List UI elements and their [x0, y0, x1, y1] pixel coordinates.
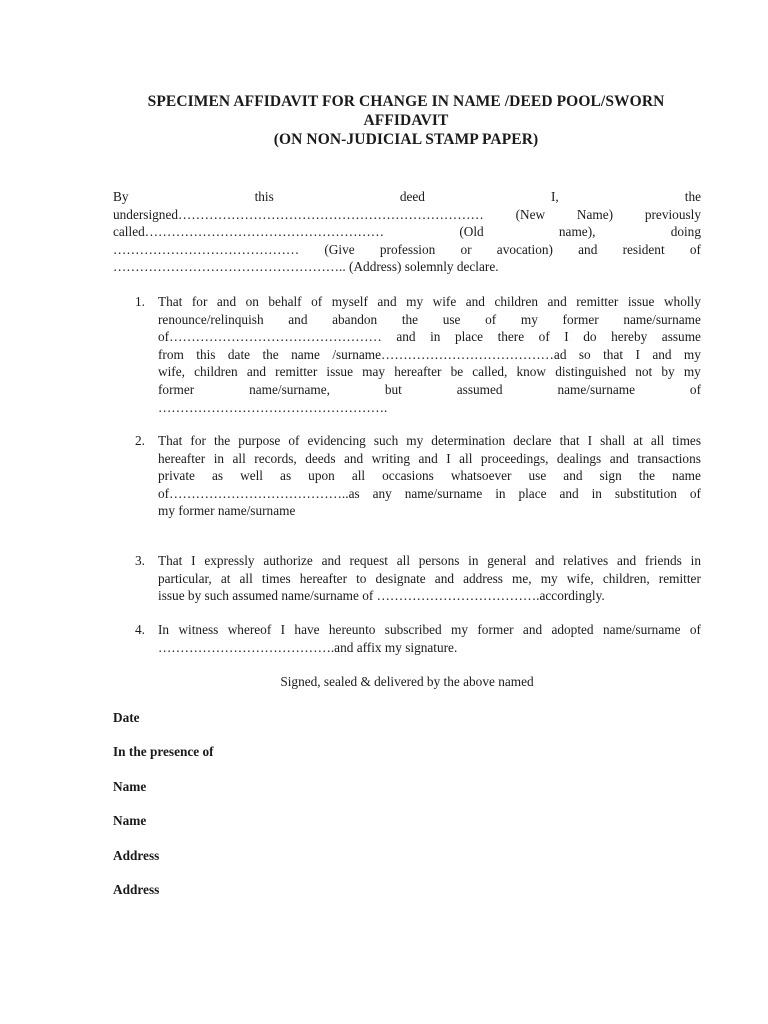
item-line: That for the purpose of evidencing such my determination declare that I shall at all times [158, 433, 701, 448]
document-title [100, 92, 712, 149]
item-line: ……………………………………………. [158, 399, 388, 415]
title-line-2: AFFIDAVIT [363, 112, 449, 129]
item-number: 4. [135, 622, 145, 637]
declaration-item [158, 552, 701, 605]
title-line-3: (ON NON-JUDICIAL STAMP PAPER) [273, 131, 539, 148]
title-line-1: SPECIMEN AFFIDAVIT FOR CHANGE IN NAME /DEED POOL/SWORN [147, 93, 665, 110]
item-line: of………………………………………… and in place there of I do hereby assume [158, 329, 701, 345]
witness-address-label: Address [113, 848, 160, 863]
witness-address-label: Address [113, 882, 160, 897]
item-line: my former name/surname [158, 503, 296, 519]
item-line: private as well as upon all occasions whatsoever use and sign the name [158, 468, 701, 484]
item-line: from this date the name /surname…………………………………ad so that I and my [158, 346, 701, 362]
intro-line: called……………………………………………… (Old name), doing [113, 224, 701, 240]
item-line: renounce/relinquish and abandon the use of my former name/surname [158, 311, 701, 327]
item-line: hereafter in all records, deeds and writing and I all proceedings, dealings and transactions [158, 450, 701, 466]
item-line: ………………………………….and affix my signature. [158, 639, 458, 655]
item-number: 3. [135, 553, 145, 568]
declaration-item [158, 621, 701, 656]
item-line: That I expressly authorize and request all persons in general and relatives and friends in [158, 553, 701, 568]
signed-statement: Signed, sealed & delivered by the above named [280, 674, 534, 689]
intro-paragraph [113, 188, 701, 276]
intro-line: undersigned…………………………………………………………… (New Name) previously [113, 206, 701, 222]
witness-name-label: Name [113, 813, 147, 828]
item-line: of…………………………………..as any name/surname in place and in substitution of [158, 485, 701, 501]
item-line: former name/surname, but assumed name/surname of [158, 381, 701, 397]
item-line: particular, at all times hereafter to designate and address me, my wife, children, remitter [158, 570, 701, 586]
witness-name-label: Name [113, 779, 147, 794]
item-line: That for and on behalf of myself and my wife and children and remitter issue wholly [158, 294, 701, 309]
intro-line: …………………………………………….. (Address) solemnly declare. [113, 259, 499, 275]
declaration-item [158, 432, 701, 520]
item-number: 1. [135, 294, 145, 309]
item-line: issue by such assumed name/surname of ……………………………….accordingly. [158, 588, 605, 604]
item-line: wife, children and remitter issue may hereafter be called, know distinguished not by my [158, 364, 701, 380]
item-line: In witness whereof I have hereunto subscribed my former and adopted name/surname of [158, 622, 701, 637]
date-label: Date [113, 710, 140, 725]
declaration-item [158, 293, 701, 416]
intro-line: …………………………………… (Give profession or avocation) and resident of [113, 241, 701, 257]
item-number: 2. [135, 433, 145, 448]
intro-line: By this deed I, the [113, 189, 701, 204]
presence-label: In the presence of [113, 744, 214, 759]
